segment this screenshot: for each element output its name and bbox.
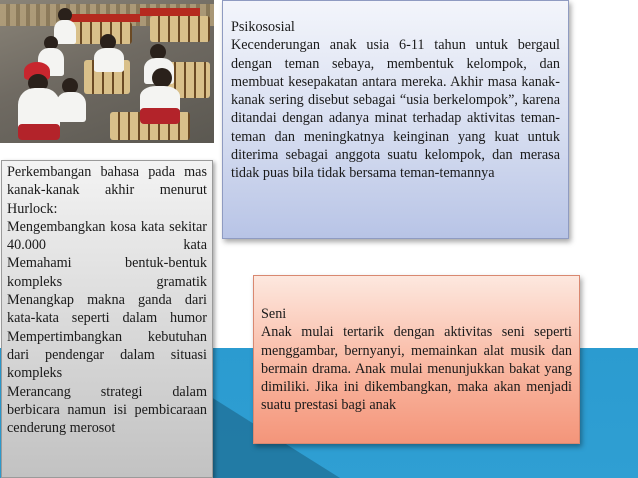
art-title: Seni	[261, 306, 287, 322]
left-box-title: Perkembangan bahasa pada mas kanak-kanak akhir menurut Hurlock:	[7, 164, 207, 217]
psychosocial-box	[222, 0, 569, 239]
psychosocial-body: Kecenderungan anak usia 6-11 tahun untuk bergaul dengan teman sebaya, membentuk kelompok, dan membuat kesepakatan antara mereka. Akhir masa kanak-kanak sering disebut sebagai “usia berkelompok”, karena ditandai dengan adanya minat terhadap aktivitas teman-teman dan meningkatnya keinginan yang kuat untuk diterima sebagai anggota suatu kelompok, dan merasa tidak puas bila tidak bersama teman-temannya	[231, 37, 560, 182]
left-box-item: Mempertimbangkan kebutuhan dari pendengar dalam situasi kompleks	[7, 328, 207, 382]
art-box	[253, 275, 580, 444]
left-box-item: Memahami bentuk-bentuk kompleks gramatik	[7, 255, 207, 290]
language-development-box	[1, 160, 213, 478]
left-box-item: Merancang strategi dalam berbicara namun isi pembicaraan cenderung merosot	[7, 383, 207, 437]
art-body: Anak mulai tertarik dengan aktivitas seni seperti menggambar, bernyanyi, memainkan alat musik dan bermain drama. Anak mulai menunjukkan bakat yang dimiliki. Jika ini dikembangkan, maka akan menjadi suatu prestasi bagi anak	[261, 324, 572, 414]
left-box-item: Mengembangkan kosa kata sekitar 40.000 kata	[7, 218, 207, 254]
left-box-item: Menangkap makna ganda dari kata-kata seperti dalam humor	[7, 292, 207, 327]
children-playing-gamelan-photo	[0, 0, 214, 143]
psychosocial-title: Psikososial	[231, 19, 295, 35]
